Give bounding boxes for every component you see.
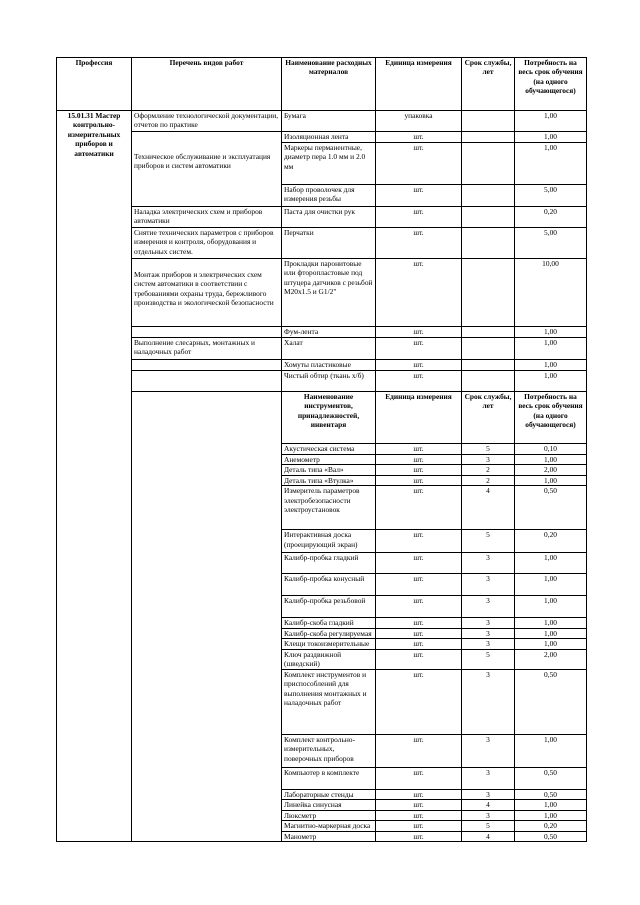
tool-name: Измеритель параметров электробезопасности электроустановок <box>282 486 376 530</box>
tool-name: Линейка синусная <box>282 800 376 810</box>
work-item: Оформление технологической документации, отчетов по практике <box>132 111 282 132</box>
tool-term: 4 <box>462 486 515 530</box>
tool-need: 1,00 <box>515 553 587 574</box>
material-need: 0,20 <box>515 207 587 228</box>
table-row <box>57 327 587 338</box>
tool-name: Калибр-пробка конусный <box>282 574 376 596</box>
tool-term: 5 <box>462 649 515 669</box>
material-unit: шт. <box>376 185 462 207</box>
tool-name: Акустическая система <box>282 444 376 455</box>
tool-unit: шт. <box>376 530 462 553</box>
tool-need: 1,00 <box>515 596 587 618</box>
tool-name: Клещи токоизмерительные <box>282 639 376 649</box>
empty-cell <box>462 327 515 338</box>
material-unit: шт. <box>376 259 462 327</box>
tool-need: 0,50 <box>515 669 587 734</box>
tool-need: 0,50 <box>515 767 587 789</box>
header2-unit: Единица измерения <box>376 392 462 444</box>
tool-name: Калибр-пробка резьбовой <box>282 596 376 618</box>
tool-need: 0,20 <box>515 530 587 553</box>
material-need: 1,00 <box>515 360 587 371</box>
tool-unit: шт. <box>376 444 462 455</box>
tool-unit: шт. <box>376 767 462 789</box>
material-need: 1,00 <box>515 338 587 360</box>
tool-need: 1,00 <box>515 574 587 596</box>
works-column-spacer <box>132 392 282 842</box>
tool-need: 0,10 <box>515 444 587 455</box>
table-row <box>57 259 587 327</box>
tool-term: 5 <box>462 530 515 553</box>
tool-term: 3 <box>462 639 515 649</box>
header-need: Потребность на весь срок обучения (на одного обучающегося) <box>515 58 587 111</box>
tool-term: 3 <box>462 618 515 628</box>
empty-cell <box>462 338 515 360</box>
tool-unit: шт. <box>376 669 462 734</box>
work-item-text: Техническое обслуживание и эксплуатация приборов и систем автоматики <box>134 152 271 171</box>
table-header-row <box>57 58 587 111</box>
table-row <box>57 207 587 228</box>
material-need: 1,00 <box>515 111 587 132</box>
material-name: Паста для очистки рук <box>282 207 376 228</box>
tool-unit: шт. <box>376 649 462 669</box>
tool-unit: шт. <box>376 821 462 831</box>
tool-need: 1,00 <box>515 475 587 485</box>
material-unit: шт. <box>376 132 462 143</box>
empty-cell <box>462 259 515 327</box>
tool-term: 2 <box>462 465 515 475</box>
tool-term: 4 <box>462 800 515 810</box>
tool-need: 1,00 <box>515 800 587 810</box>
empty-cell <box>462 111 515 132</box>
tool-name: Магнитно-маркерная доска <box>282 821 376 831</box>
tool-need: 1,00 <box>515 734 587 767</box>
header-term: Срок службы, лет <box>462 58 515 111</box>
tool-name: Манометр <box>282 831 376 841</box>
empty-cell <box>462 371 515 392</box>
table-row <box>57 371 587 392</box>
tool-name: Деталь типа «Втулка» <box>282 475 376 485</box>
material-name: Чистый обтир (ткань х/б) <box>282 371 376 392</box>
tool-need: 1,00 <box>515 810 587 820</box>
table-row <box>57 228 587 259</box>
material-name: Бумага <box>282 111 376 132</box>
empty-cell <box>132 371 282 392</box>
material-name: Хомуты пластиковые <box>282 360 376 371</box>
table-subheader-row <box>57 392 587 444</box>
tool-name: Калибр-скоба гладкий <box>282 618 376 628</box>
material-name: Изоляционная лента <box>282 132 376 143</box>
tool-term: 3 <box>462 596 515 618</box>
tool-term: 2 <box>462 475 515 485</box>
tool-need: 1,00 <box>515 455 587 465</box>
tool-term: 3 <box>462 789 515 799</box>
tool-unit: шт. <box>376 639 462 649</box>
tool-unit: шт. <box>376 831 462 841</box>
tool-term: 3 <box>462 810 515 820</box>
tool-unit: шт. <box>376 618 462 628</box>
header-works: Перечень видов работ <box>132 58 282 111</box>
material-unit: упаковка <box>376 111 462 132</box>
material-need: 5,00 <box>515 228 587 259</box>
tool-term: 3 <box>462 628 515 638</box>
tool-name: Деталь типа «Вал» <box>282 465 376 475</box>
header-unit: Единица измерения <box>376 58 462 111</box>
table-row <box>57 338 587 360</box>
work-item-text: Монтаж приборов и электрических схем систем автоматики в соответствии с требованиями охраны труда, бережливого производства и экологической безопасности <box>134 270 274 308</box>
tool-need: 1,00 <box>515 639 587 649</box>
tool-name: Комплект контрольно-измерительных, поверочных приборов <box>282 734 376 767</box>
empty-cell <box>132 360 282 371</box>
material-name: Набор проволочек для измерения резьбы <box>282 185 376 207</box>
tool-need: 0,50 <box>515 789 587 799</box>
header2-need: Потребность на весь срок обучения (на одного обучающегося) <box>515 392 587 444</box>
tool-need: 0,20 <box>515 821 587 831</box>
tool-unit: шт. <box>376 628 462 638</box>
table-row <box>57 360 587 371</box>
material-need: 1,00 <box>515 143 587 185</box>
tool-need: 2,00 <box>515 649 587 669</box>
header2-term: Срок службы, лет <box>462 392 515 444</box>
material-name: Перчатки <box>282 228 376 259</box>
tool-name: Анемометр <box>282 455 376 465</box>
empty-cell <box>462 132 515 143</box>
material-unit: шт. <box>376 327 462 338</box>
material-unit: шт. <box>376 338 462 360</box>
tool-unit: шт. <box>376 596 462 618</box>
empty-cell <box>462 228 515 259</box>
tool-term: 3 <box>462 767 515 789</box>
tool-need: 0,50 <box>515 831 587 841</box>
tool-name: Лабораторные стенды <box>282 789 376 799</box>
material-need: 1,00 <box>515 327 587 338</box>
tool-need: 1,00 <box>515 618 587 628</box>
tool-need: 2,00 <box>515 465 587 475</box>
material-unit: шт. <box>376 207 462 228</box>
tool-name: Ключ раздвижной (шведский) <box>282 649 376 669</box>
table-row <box>57 111 587 132</box>
materials-tools-table <box>56 57 587 842</box>
table-row <box>57 132 587 143</box>
tool-unit: шт. <box>376 455 462 465</box>
tool-term: 3 <box>462 669 515 734</box>
tool-name: Комплект инструментов и приспособлений для выполнения монтажных и наладочных работ <box>282 669 376 734</box>
work-item: Выполнение слесарных, монтажных и наладочных работ <box>132 338 282 360</box>
tool-unit: шт. <box>376 475 462 485</box>
material-unit: шт. <box>376 371 462 392</box>
material-name: Фум-лента <box>282 327 376 338</box>
tool-term: 5 <box>462 821 515 831</box>
header-tools: Наименование инструментов, принадлежностей, инвентаря <box>282 392 376 444</box>
tool-term: 3 <box>462 455 515 465</box>
tool-name: Люксметр <box>282 810 376 820</box>
tool-unit: шт. <box>376 553 462 574</box>
empty-cell <box>462 185 515 207</box>
header-materials: Наименование расходных материалов <box>282 58 376 111</box>
tool-unit: шт. <box>376 789 462 799</box>
tool-unit: шт. <box>376 800 462 810</box>
material-unit: шт. <box>376 360 462 371</box>
material-name: Халат <box>282 338 376 360</box>
tool-need: 0,50 <box>515 486 587 530</box>
header-profession: Профессия <box>57 58 132 111</box>
material-need: 1,00 <box>515 132 587 143</box>
tool-unit: шт. <box>376 574 462 596</box>
tool-unit: шт. <box>376 465 462 475</box>
tool-unit: шт. <box>376 810 462 820</box>
tool-term: 3 <box>462 734 515 767</box>
tool-term: 3 <box>462 553 515 574</box>
tool-term: 5 <box>462 444 515 455</box>
tool-term: 4 <box>462 831 515 841</box>
work-item <box>132 132 282 207</box>
material-unit: шт. <box>376 228 462 259</box>
material-unit: шт. <box>376 143 462 185</box>
tool-unit: шт. <box>376 734 462 767</box>
tool-unit: шт. <box>376 486 462 530</box>
work-item: Снятие технических параметров с приборов измерения и контроля, оборудования и отдельных систем. <box>132 228 282 259</box>
tool-name: Интерактивная доска (проецирующий экран) <box>282 530 376 553</box>
empty-cell <box>462 360 515 371</box>
empty-cell <box>462 143 515 185</box>
material-need: 1,00 <box>515 371 587 392</box>
material-need: 5,00 <box>515 185 587 207</box>
material-name: Прокладки паронитовые или фторопластовые под штуцера датчиков с резьбой М20х1.5 и G1/2" <box>282 259 376 327</box>
material-need: 10,00 <box>515 259 587 327</box>
material-name: Маркеры перманентные, диаметр пера 1.0 мм и 2.0 мм <box>282 143 376 185</box>
empty-cell <box>132 327 282 338</box>
tool-name: Калибр-пробка гладкий <box>282 553 376 574</box>
empty-cell <box>462 207 515 228</box>
tool-need: 1,00 <box>515 628 587 638</box>
tool-name: Калибр-скоба регулируемая <box>282 628 376 638</box>
profession-cell: 15.01.31 Мастер контрольно-измерительных приборов и автоматики <box>57 111 132 842</box>
work-item <box>132 259 282 327</box>
work-item: Наладка электрических схем и приборов автоматики <box>132 207 282 228</box>
tool-term: 3 <box>462 574 515 596</box>
tool-name: Компьютер в комплекте <box>282 767 376 789</box>
